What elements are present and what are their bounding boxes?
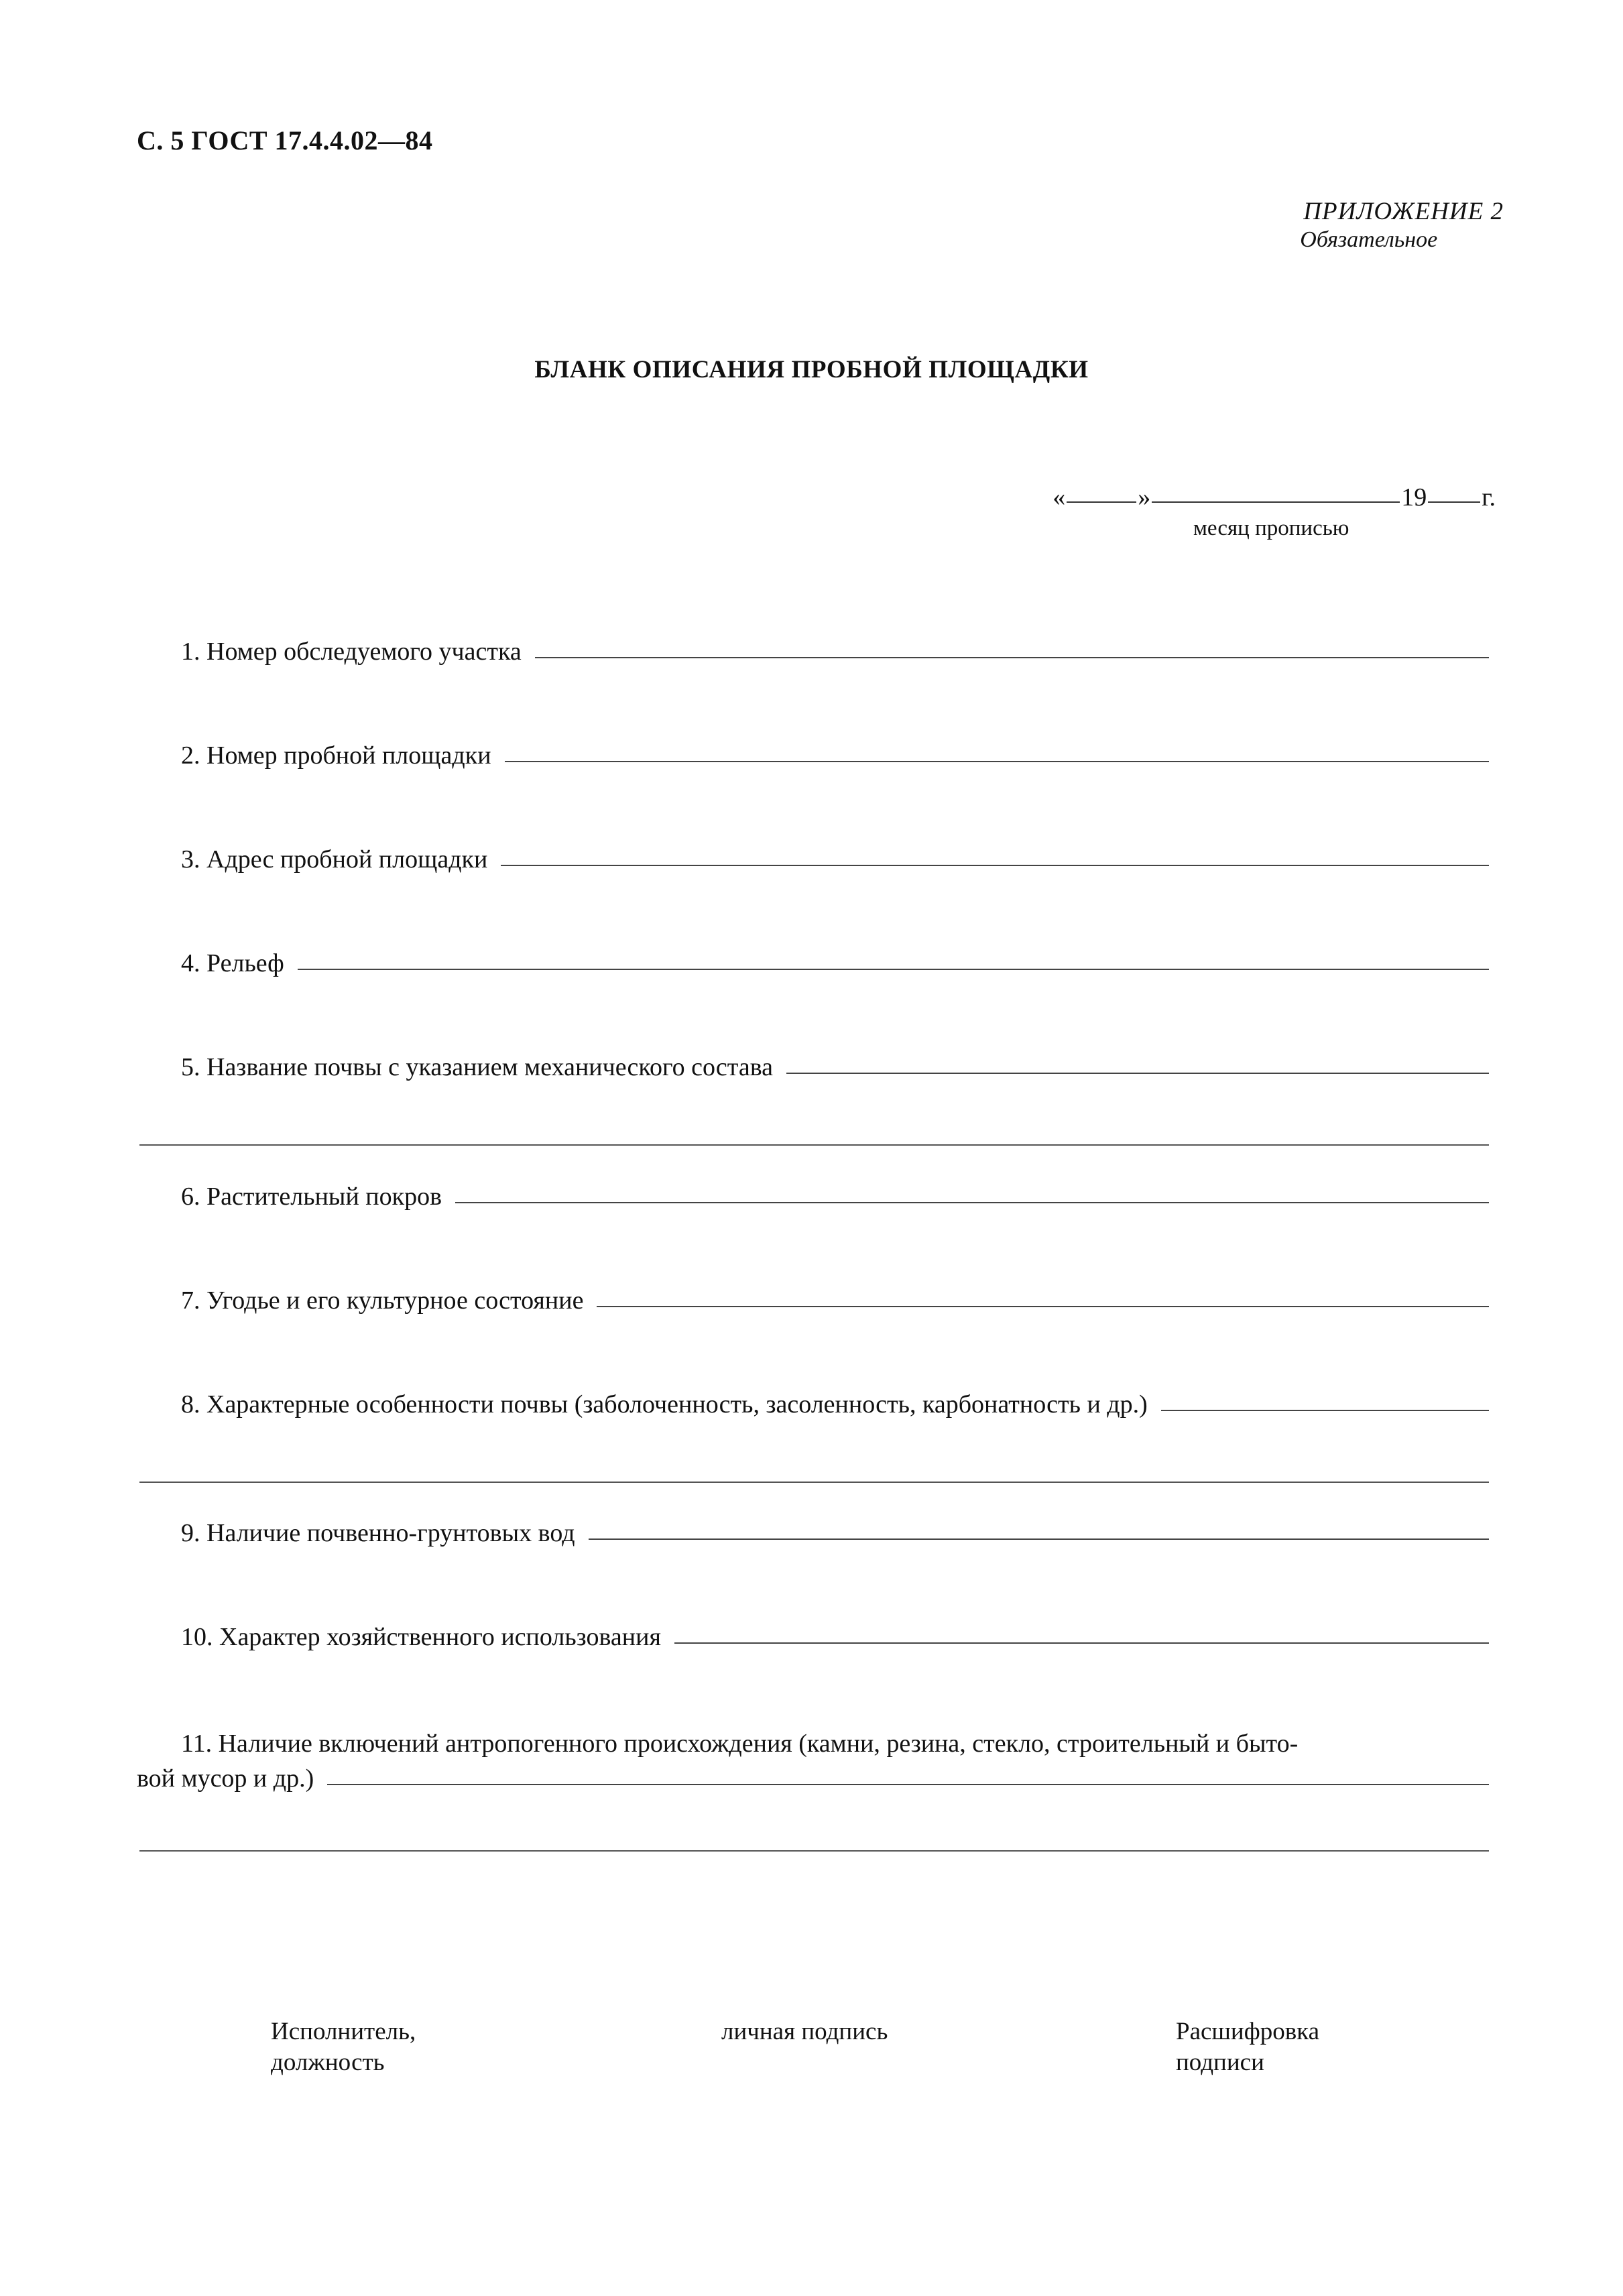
field-label: 4. Рельеф bbox=[181, 949, 284, 977]
field-label: 10. Характер хозяйственного использования bbox=[181, 1623, 661, 1651]
fill-line[interactable] bbox=[455, 1201, 1489, 1203]
decoding-label: Расшифровка bbox=[1176, 2018, 1319, 2045]
close-quote: » bbox=[1138, 483, 1151, 511]
annex-subtitle: Обязательное bbox=[1300, 227, 1438, 252]
field-groundwater[interactable] bbox=[137, 1518, 1489, 1548]
field-label: 2. Номер пробной площадки bbox=[181, 741, 491, 770]
date-field[interactable] bbox=[1053, 483, 1496, 512]
year-suffix: г. bbox=[1482, 483, 1496, 511]
fill-line[interactable] bbox=[674, 1642, 1489, 1644]
fill-line[interactable] bbox=[589, 1538, 1489, 1540]
signature-performer bbox=[271, 2016, 416, 2078]
fill-line[interactable] bbox=[327, 1783, 1489, 1785]
continuation-line[interactable] bbox=[139, 1482, 1489, 1483]
field-site-number[interactable] bbox=[137, 637, 1489, 666]
year-blank[interactable] bbox=[1428, 501, 1480, 503]
position-label: должность bbox=[271, 2049, 385, 2076]
year-prefix: 19 bbox=[1401, 483, 1427, 511]
open-quote: « bbox=[1053, 483, 1066, 511]
field-label: 8. Характерные особенности почвы (заболоченность, засоленность, карбонатность и др.) bbox=[181, 1390, 1148, 1418]
annex-title: ПРИЛОЖЕНИЕ 2 bbox=[1303, 198, 1504, 225]
field-soil-features[interactable] bbox=[137, 1390, 1489, 1419]
fill-line[interactable] bbox=[1161, 1409, 1489, 1411]
fill-line[interactable] bbox=[505, 760, 1489, 762]
personal-signature-label: личная подпись bbox=[721, 2018, 888, 2045]
performer-label: Исполнитель, bbox=[271, 2018, 416, 2045]
annex-block bbox=[1300, 197, 1504, 253]
field-economic-use[interactable] bbox=[137, 1622, 1489, 1652]
field-plot-address[interactable] bbox=[137, 845, 1489, 874]
signature-personal bbox=[721, 2016, 888, 2047]
day-blank[interactable] bbox=[1067, 501, 1136, 503]
fill-line[interactable] bbox=[501, 864, 1489, 866]
month-blank[interactable] bbox=[1152, 501, 1400, 503]
page-header: С. 5 ГОСТ 17.4.4.02—84 bbox=[137, 125, 433, 156]
field-relief[interactable] bbox=[137, 949, 1489, 978]
field-label: 9. Наличие почвенно-грунтовых вод bbox=[181, 1519, 575, 1547]
fill-line[interactable] bbox=[535, 656, 1489, 658]
field-label: 5. Название почвы с указанием механического состава bbox=[181, 1053, 774, 1081]
fill-line[interactable] bbox=[786, 1072, 1489, 1074]
signature-decoding bbox=[1176, 2016, 1319, 2078]
field-soil-name[interactable] bbox=[137, 1052, 1489, 1082]
fill-line[interactable] bbox=[597, 1305, 1489, 1307]
field-land-condition[interactable] bbox=[137, 1286, 1489, 1315]
field-label: 6. Растительный покров bbox=[181, 1183, 442, 1211]
form-title: БЛАНК ОПИСАНИЯ ПРОБНОЙ ПЛОЩАДКИ bbox=[534, 356, 1089, 383]
field-label: 7. Угодье и его культурное состояние bbox=[181, 1286, 584, 1315]
decoding-label-2: подписи bbox=[1176, 2049, 1264, 2076]
month-caption: месяц прописью bbox=[1193, 516, 1349, 540]
field-label-continued: вой мусор и др.) bbox=[137, 1764, 314, 1793]
field-anthropogenic-inclusions[interactable] bbox=[137, 1726, 1489, 1796]
continuation-line[interactable] bbox=[139, 1144, 1489, 1146]
field-label: 1. Номер обследуемого участка bbox=[181, 638, 522, 666]
field-label: 3. Адрес пробной площадки bbox=[181, 845, 488, 873]
field-vegetation[interactable] bbox=[137, 1182, 1489, 1211]
field-plot-number[interactable] bbox=[137, 741, 1489, 770]
continuation-line[interactable] bbox=[139, 1850, 1489, 1852]
field-label: 11. Наличие включений антропогенного происхождения (камни, резина, стекло, строительный и быто- bbox=[181, 1730, 1299, 1758]
fill-line[interactable] bbox=[298, 968, 1489, 970]
